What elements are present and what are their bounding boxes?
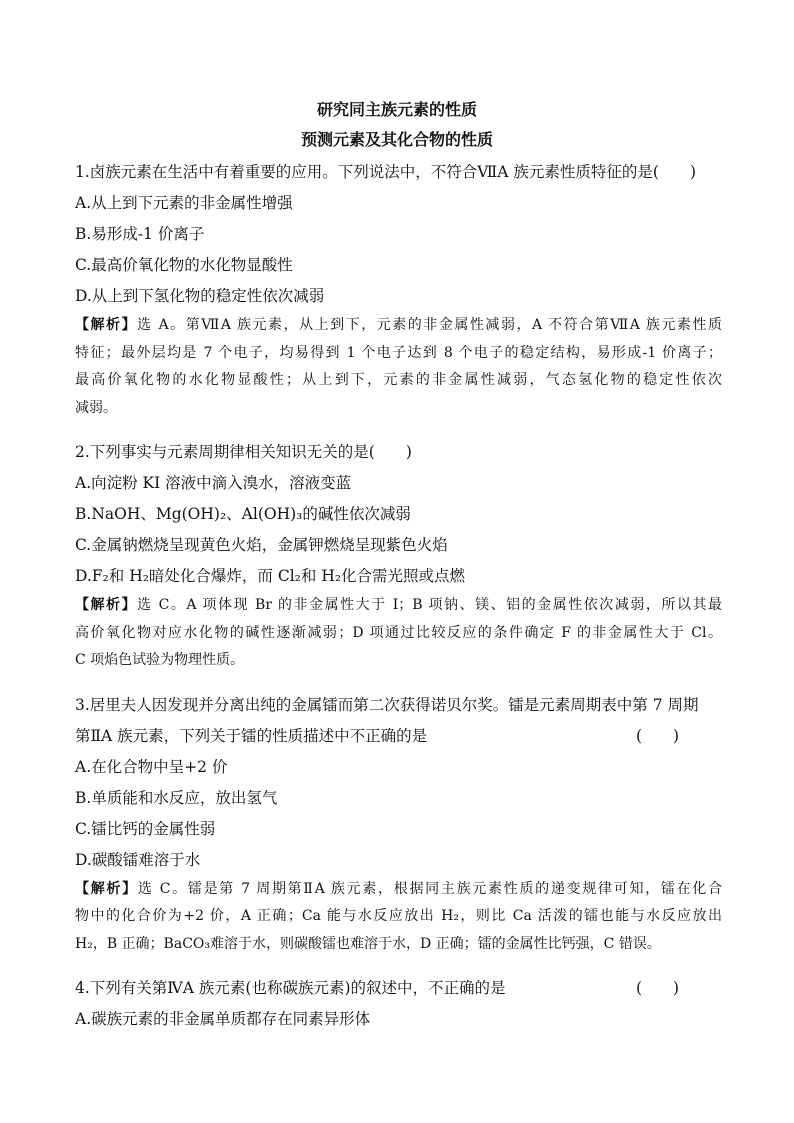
- option-b: B.单质能和水反应，放出氢气: [75, 788, 278, 807]
- explanation-line: 最高价氧化物的水化物显酸性；从上到下，元素的非金属性减弱，气态氢化物的稳定性依次: [75, 372, 722, 388]
- option-a: A.向淀粉 KI 溶液中滴入溴水，溶液变蓝: [75, 474, 352, 492]
- option-d: D.碳酸镭难溶于水: [75, 850, 201, 869]
- explanation-text: 选 C。镭是第 7 周期第ⅡA 族元素，根据同主族元素性质的递变规律可知，镭在化合: [137, 880, 723, 897]
- document-title: 研究同主族元素的性质: [316, 100, 477, 119]
- option-c: C.金属钠燃烧呈现黄色火焰，金属钾燃烧呈现紫色火焰: [75, 536, 448, 554]
- document-subtitle: 预测元素及其化合物的性质: [300, 130, 493, 149]
- option-c: C.最高价氧化物的水化物显酸性: [75, 256, 293, 274]
- explanation-line: [75, 876, 722, 904]
- explanation-text: 选 A。第ⅦA 族元素，从上到下，元素的非金属性减弱，A 不符合第ⅦA 族元素性质: [137, 317, 722, 333]
- question-1: [75, 157, 722, 422]
- option-a: A.从上到下元素的非金属性增强: [75, 194, 293, 212]
- explanation-line: [75, 312, 722, 340]
- question-stem-text: 4.下列有关第ⅣA 族元素(也称碳族元素)的叙述中，不正确的是: [75, 979, 506, 997]
- explanation-line: 特征；最外层均是 7 个电子，均易得到 1 个电子达到 8 个电子的稳定结构，易形成-1 价离子；: [75, 344, 722, 361]
- question-stem: 2.下列事实与元素周期律相关知识无关的是( ): [75, 443, 412, 461]
- explanation-label: 【解析】: [75, 597, 138, 613]
- question-stem: 1.卤族元素在生活中有着重要的应用。下列说法中，不符合ⅦA 族元素性质特征的是( ): [75, 163, 697, 181]
- option-c: C.镭比钙的金属性弱: [75, 819, 216, 838]
- question-4: [75, 973, 722, 1035]
- explanation-line: 减弱。: [75, 399, 117, 416]
- option-b: B.NaOH、Mg(OH)₂、Al(OH)₃的碱性依次减弱: [75, 505, 411, 523]
- explanation-label: 【解析】: [75, 880, 138, 897]
- question-stem: 3.居里夫人因发现并分离出纯的金属镭而第二次获得诺贝尔奖。镭是元素周期表中第 7 周期: [75, 695, 699, 714]
- explanation-label: 【解析】: [75, 317, 138, 333]
- explanation-text: 选 C。A 项体现 Br 的非金属性大于 I；B 项钠、镁、铝的金属性依次减弱，所以其最: [137, 597, 723, 613]
- question-stem-text: 第ⅡA 族元素，下列关于镭的性质描述中不正确的是: [75, 726, 428, 745]
- option-d: D.从上到下氢化物的稳定性依次减弱: [75, 287, 325, 305]
- option-a: A.在化合物中呈+2 价: [75, 757, 228, 776]
- option-d: D.F₂和 H₂暗处化合爆炸，而 Cl₂和 H₂化合需光照或点燃: [75, 567, 466, 585]
- question-stem-continued: [75, 721, 722, 752]
- answer-blank: ( ): [636, 726, 680, 745]
- explanation-line: H₂，B 正确；BaCO₃难溶于水，则碳酸镭也难溶于水，D 正确；镭的金属性比钙强，C 错误。: [75, 935, 661, 952]
- explanation-line: [75, 592, 722, 620]
- question-2: [75, 437, 722, 675]
- option-a: A.碳族元素的非金属单质都存在同素异形体: [75, 1010, 371, 1028]
- explanation: [75, 876, 722, 959]
- answer-blank: ( ): [636, 979, 680, 997]
- question-3: [75, 690, 722, 959]
- explanation-line: C 项焰色试验为物理性质。: [75, 652, 245, 668]
- explanation-line: 高价氧化物对应水化物的碱性逐渐减弱；D 项通过比较反应的条件确定 F 的非金属性大于 Cl。: [75, 624, 722, 641]
- explanation: [75, 592, 722, 675]
- option-b: B.易形成-1 价离子: [75, 225, 205, 243]
- explanation-line: 物中的化合价为+2 价，A 正确；Ca 能与水反应放出 H₂，则比 Ca 活泼的镭也能与水反应放出: [75, 908, 722, 924]
- question-stem: [75, 973, 722, 1004]
- explanation: [75, 312, 722, 422]
